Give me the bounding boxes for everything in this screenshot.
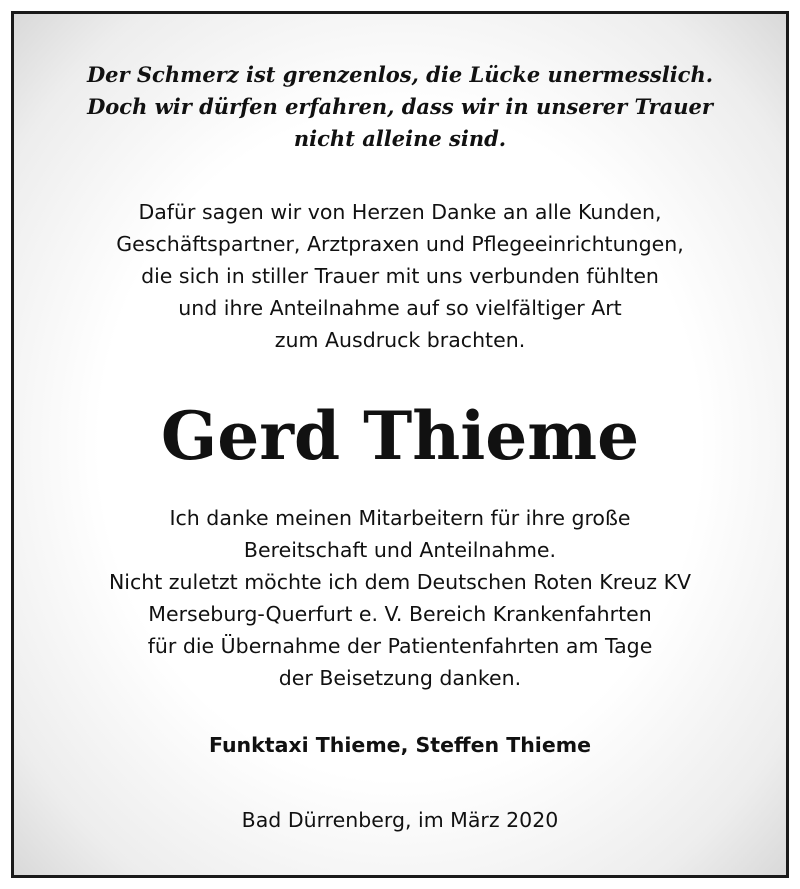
thanks-paragraph (0, 196, 800, 356)
signature: Funktaxi Thieme, Steffen Thieme (208, 733, 591, 757)
intro-line: Der Schmerz ist grenzenlos, die Lücke unermesslich. (86, 62, 714, 87)
thanks-line: zum Ausdruck brachten. (274, 328, 526, 352)
employees-line: Bereitschaft und Anteilnahme. (243, 538, 557, 562)
employees-line: Ich danke meinen Mitarbeitern für ihre große (169, 506, 631, 530)
employees-line: für die Übernahme der Patientenfahrten am Tage (147, 634, 653, 658)
intro-line: nicht alleine sind. (293, 126, 507, 151)
employees-paragraph (0, 502, 800, 694)
employees-line: Nicht zuletzt möchte ich dem Deutschen Roten Kreuz KV (108, 570, 692, 594)
place-date: Bad Dürrenberg, im März 2020 (241, 808, 559, 832)
intro-quote (0, 59, 800, 155)
thanks-line: und ihre Anteilnahme auf so vielfältiger Art (178, 296, 622, 320)
thanks-line: Geschäftspartner, Arztpraxen und Pflegeeinrichtungen, (116, 232, 684, 256)
intro-line: Doch wir dürfen erfahren, dass wir in unserer Trauer (87, 94, 713, 119)
employees-line: der Beisetzung danken. (278, 666, 522, 690)
thanks-line: Dafür sagen wir von Herzen Danke an alle Kunden, (138, 200, 662, 224)
thanks-line: die sich in stiller Trauer mit uns verbunden fühlten (141, 264, 659, 288)
employees-line: Merseburg-Querfurt e. V. Bereich Krankenfahrten (148, 602, 652, 626)
deceased-name: Gerd Thieme (160, 397, 640, 475)
